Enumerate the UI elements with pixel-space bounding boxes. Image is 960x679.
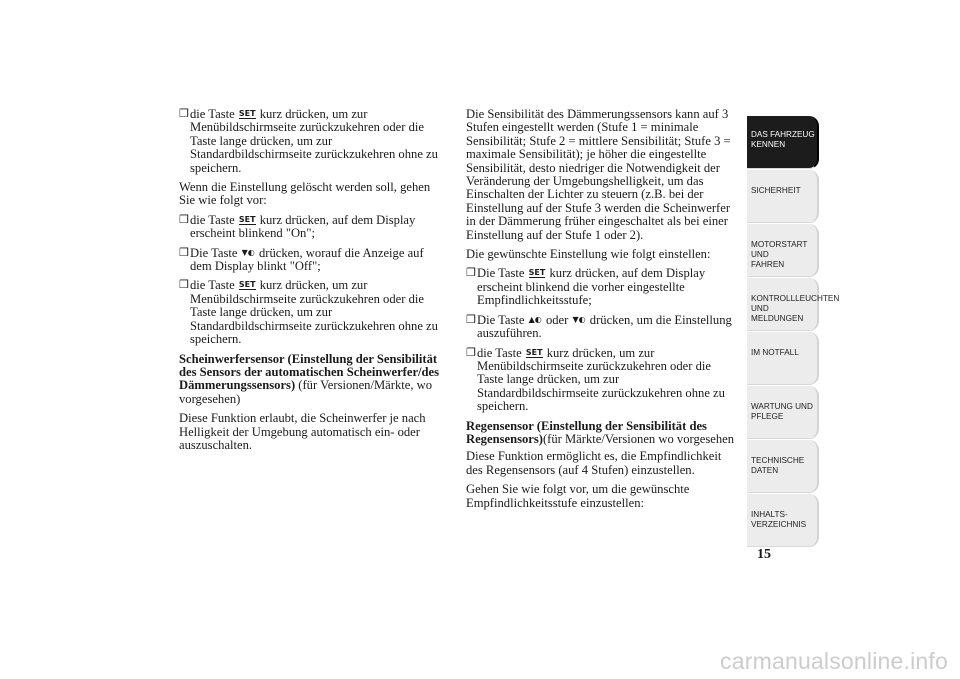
list-item: [179, 247, 447, 274]
checkbox-bullet-icon: ❒: [179, 246, 189, 259]
heading-note: (für Versionen/Märkte, wo vorgesehen): [179, 378, 433, 406]
right-column: [466, 108, 740, 516]
up-arrow-key-icon: ▲◐: [528, 314, 542, 324]
watermark: carmanualsonline.info: [720, 648, 948, 674]
tab-kontrollleuchten[interactable]: KONTROLLLEUCHTEN UND MELDUNGEN: [747, 278, 819, 331]
item-text: drücken, worauf die Anzeige auf dem Display blinkt "Off";: [190, 245, 424, 274]
tab-technische-daten[interactable]: TECHNISCHE DATEN: [747, 440, 819, 493]
section-heading: [179, 353, 447, 407]
item-text: kurz drücken, um zur Menübildschirmseite zurückzukehren oder die Taste lange drücken, um zur Standardbildschirmseite zurückzukehren ohne zu speichern.: [477, 345, 725, 414]
item-text: kurz drücken, auf dem Display erscheint blinkend "On";: [190, 212, 416, 241]
paragraph: Wenn die Einstellung gelöscht werden soll, gehen Sie wie folgt vor:: [179, 180, 431, 208]
set-key-icon: SET: [525, 347, 543, 357]
page-number: 15: [757, 547, 771, 562]
item-text: Die Taste: [190, 245, 238, 260]
tab-das-fahrzeug-kennen[interactable]: DAS FAHRZEUG KENNEN: [747, 116, 819, 169]
list-item: [179, 214, 447, 241]
item-text: drücken, um die Einstellung auszuführen.: [477, 312, 732, 341]
left-column: [179, 108, 447, 458]
paragraph: Die gewünschte Einstellung wie folgt einstellen:: [466, 247, 711, 262]
item-text: Die Taste: [477, 266, 525, 281]
list-item: [466, 267, 740, 307]
checkbox-bullet-icon: ❒: [179, 108, 189, 120]
list-item: [179, 108, 447, 175]
item-text: die Taste: [190, 278, 235, 293]
checkbox-bullet-icon: ❒: [466, 313, 476, 326]
item-text: kurz drücken, um zur Menübildschirmseite zurückzukehren oder die Taste lange drücken, um zur Standardbildschirmseite zurückzukehren ohne zu speichern.: [190, 107, 438, 175]
item-text: oder: [545, 312, 569, 327]
heading-bold: Scheinwerfersensor (Einstellung der Sensibilität des Sensors der automatischen Scheinwerfer/des Dämmerungssensors): [179, 351, 440, 393]
checkbox-bullet-icon: ❒: [179, 213, 189, 226]
section-heading: [466, 420, 740, 447]
tab-inhaltsverzeichnis[interactable]: INHALTS- VERZEICHNIS: [747, 494, 819, 547]
tab-sicherheit[interactable]: SICHERHEIT: [747, 170, 819, 223]
list-item: [179, 279, 447, 346]
down-arrow-key-icon: ▼◐: [241, 247, 255, 257]
item-text: kurz drücken, um zur Menübildschirmseite zurückzukehren oder die Taste lange drücken, um zur Standardbildschirmseite zurückzukehren ohne zu speichern.: [190, 278, 438, 347]
down-arrow-key-icon: ▼◐: [572, 314, 586, 324]
item-text: kurz drücken, auf dem Display erscheint blinkend die vorher eingestellte Empfindlichkeitsstufe;: [477, 266, 706, 308]
paragraph: Diese Funktion ermöglicht es, die Empfindlichkeit des Regensensors (auf 4 Stufen) einzustellen.: [466, 449, 722, 477]
paragraph: Diese Funktion erlaubt, die Scheinwerfer je nach Helligkeit der Umgebung automatisch ein- oder auszuschalten.: [179, 411, 426, 452]
tab-motorstart-und-fahren[interactable]: MOTORSTART UND FAHREN: [747, 224, 819, 277]
item-text: die Taste: [190, 107, 235, 121]
tab-wartung-und-pflege[interactable]: WARTUNG UND PFLEGE: [747, 386, 819, 439]
heading-note: (für Märkte/Versionen wo vorgesehen: [542, 431, 735, 446]
list-item: [466, 347, 740, 414]
set-key-icon: SET: [238, 214, 256, 224]
paragraph: Gehen Sie wie folgt vor, um die gewünschte Empfindlichkeitsstufe einzustellen:: [466, 482, 690, 510]
chapter-tabs: [747, 116, 840, 548]
set-key-icon: SET: [238, 280, 256, 290]
list-item: [466, 314, 740, 341]
item-text: Die Taste: [477, 312, 525, 327]
item-text: die Taste: [477, 345, 522, 360]
checkbox-bullet-icon: ❒: [466, 267, 476, 280]
checkbox-bullet-icon: ❒: [466, 346, 476, 359]
tab-im-notfall[interactable]: IM NOTFALL: [747, 332, 819, 385]
item-text: die Taste: [190, 212, 235, 227]
heading-bold: Regensensor (Einstellung der Sensibilität des Regensensors): [466, 418, 707, 446]
set-key-icon: SET: [238, 109, 256, 118]
set-key-icon: SET: [528, 268, 546, 278]
paragraph: Die Sensibilität des Dämmerungssensors kann auf 3 Stufen eingestellt werden (Stufe 1 = minimale Sensibilität; Stufe 2 = mittlere Sensibilität; Stufe 3 = maximale Sensibilität); je höher die eingestellte Sensibilität, desto niedriger die Notwendigkeit der Veränderung der Umgebungshelligkeit, um das Einschalten der Lichter zu steuern (z.B. bei der Einstellung auf der Stufe 3 werden die Scheinwerfer in der Dämmerung früher eingeschaltet als bei einer Einstellung auf der Stufe 1 oder 2).: [466, 107, 731, 242]
checkbox-bullet-icon: ❒: [179, 279, 189, 292]
